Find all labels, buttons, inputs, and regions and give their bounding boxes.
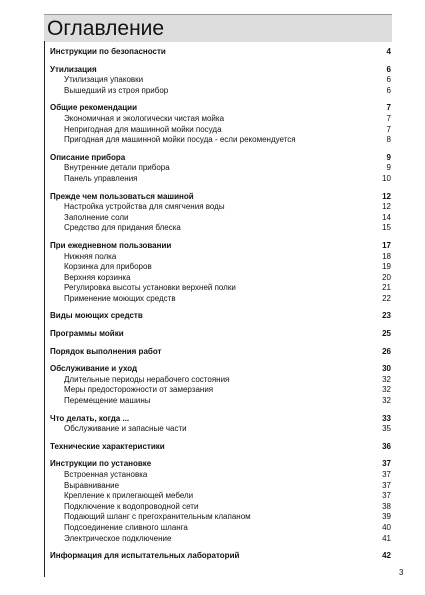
toc-section-heading[interactable] xyxy=(50,241,391,252)
toc-page-number: 12 xyxy=(382,191,391,201)
toc-entry-label: Подающий шланг с прегохранительным клапаном xyxy=(64,512,251,522)
toc-page-number: 6 xyxy=(386,64,391,74)
toc-entry[interactable] xyxy=(50,75,391,86)
toc-section-heading[interactable] xyxy=(50,364,391,375)
toc-entry[interactable] xyxy=(50,385,391,396)
toc-page-number: 38 xyxy=(382,501,391,511)
toc-entry-label: Верхняя корзинка xyxy=(64,272,131,282)
toc-page-number: 36 xyxy=(382,441,391,451)
toc-section-title: Инструкции по безопасности xyxy=(50,47,166,56)
table-of-contents xyxy=(50,47,391,569)
toc-section-heading[interactable] xyxy=(50,329,391,340)
left-rule xyxy=(44,41,45,577)
toc-entry-label: Подсоединение сливного шланга xyxy=(64,522,188,532)
toc-entry-label: Нижняя полка xyxy=(64,251,117,261)
toc-page-number: 35 xyxy=(382,424,391,434)
toc-entry[interactable] xyxy=(50,534,391,545)
toc-page-number: 15 xyxy=(382,223,391,233)
toc-section-title: Обслуживание и уход xyxy=(50,364,138,374)
toc-section xyxy=(50,65,391,97)
toc-page-number: 10 xyxy=(382,173,391,183)
toc-entry-label: Регулировка высоты установки верхней полки xyxy=(64,283,236,293)
toc-section xyxy=(50,414,391,435)
toc-section-title: Общие рекомендации xyxy=(50,103,137,113)
toc-entry[interactable] xyxy=(50,481,391,492)
toc-entry[interactable] xyxy=(50,262,391,273)
toc-entry-label: Непригодная для машинной мойки посуда xyxy=(64,124,222,134)
toc-entry-label: Перемещение машины xyxy=(64,396,151,406)
toc-entry-label: Пригодная для машинной мойки посуда - если рекомендуется xyxy=(64,135,296,145)
toc-section-heading[interactable] xyxy=(50,153,391,164)
toc-entry[interactable] xyxy=(50,273,391,284)
toc-entry[interactable] xyxy=(50,424,391,435)
toc-page-number: 25 xyxy=(382,329,391,339)
toc-section xyxy=(50,329,391,340)
toc-section-heading[interactable] xyxy=(50,311,391,322)
toc-page-number: 17 xyxy=(382,240,391,250)
toc-page-number: 37 xyxy=(382,470,391,479)
toc-entry-label: Внутренние детали прибора xyxy=(64,163,170,173)
toc-entry-label: Встроенная установка xyxy=(64,470,148,479)
toc-section xyxy=(50,364,391,406)
toc-page-number: 41 xyxy=(382,533,391,543)
toc-entry[interactable] xyxy=(50,523,391,534)
toc-entry[interactable] xyxy=(50,223,391,234)
toc-page-number: 9 xyxy=(386,152,391,162)
toc-page-number: 40 xyxy=(382,522,391,532)
toc-entry[interactable] xyxy=(50,283,391,294)
toc-section-title: Технические характеристики xyxy=(50,441,165,451)
toc-entry-label: Электрическое подключение xyxy=(64,533,172,543)
toc-section-heading[interactable] xyxy=(50,192,391,203)
toc-entry-label: Панель управления xyxy=(64,173,138,183)
toc-page-number: 21 xyxy=(382,283,391,293)
toc-page-number: 19 xyxy=(382,262,391,272)
toc-section-title: Что делать, когда ... xyxy=(50,413,130,423)
toc-page-number: 6 xyxy=(386,75,391,85)
toc-section-title: Виды моющих средств xyxy=(50,311,143,321)
toc-section xyxy=(50,47,391,58)
toc-section-heading[interactable] xyxy=(50,65,391,76)
toc-entry[interactable] xyxy=(50,375,391,386)
toc-entry[interactable] xyxy=(50,512,391,523)
toc-entry[interactable] xyxy=(50,213,391,224)
toc-entry-label: Заполнение соли xyxy=(64,212,129,222)
toc-entry[interactable] xyxy=(50,294,391,305)
toc-section-heading[interactable] xyxy=(50,414,391,425)
toc-section-heading[interactable] xyxy=(50,442,391,453)
toc-section-heading[interactable] xyxy=(50,347,391,358)
toc-entry[interactable] xyxy=(50,86,391,97)
toc-page-number: 30 xyxy=(382,364,391,374)
toc-page-number: 32 xyxy=(382,396,391,406)
toc-page-number: 37 xyxy=(382,480,391,490)
page-number: 3 xyxy=(399,568,404,577)
toc-entry[interactable] xyxy=(50,135,391,146)
toc-section xyxy=(50,153,391,185)
toc-page-number: 8 xyxy=(386,135,391,145)
toc-section-title: Утилизация xyxy=(50,64,97,74)
toc-entry-label: Меры предосторожности от замерзания xyxy=(64,385,214,395)
toc-entry-label: Выравнивание xyxy=(64,480,120,490)
toc-section xyxy=(50,241,391,305)
toc-page-number: 37 xyxy=(382,491,391,501)
toc-section-title: Инструкции по установке xyxy=(50,459,152,469)
toc-section-title: Прежде чем пользоваться машиной xyxy=(50,191,194,201)
toc-page-number: 7 xyxy=(386,124,391,134)
toc-section xyxy=(50,551,391,562)
toc-page-number: 37 xyxy=(382,459,391,469)
toc-section-title: Описание прибора xyxy=(50,152,126,162)
toc-entry[interactable] xyxy=(50,491,391,502)
toc-page-number: 26 xyxy=(382,346,391,356)
toc-section-title: Программы мойки xyxy=(50,329,124,339)
toc-section-title: При ежедневном пользовании xyxy=(50,240,172,250)
toc-page-number: 23 xyxy=(382,311,391,321)
toc-section xyxy=(50,442,391,453)
toc-entry-label: Утилизация упаковки xyxy=(64,75,144,85)
toc-entry[interactable] xyxy=(50,396,391,407)
toc-page-number: 18 xyxy=(382,251,391,261)
toc-section-title: Информация для испытательных лабораторий xyxy=(50,551,240,561)
toc-page-number: 42 xyxy=(382,551,391,561)
toc-entry[interactable] xyxy=(50,502,391,513)
toc-section xyxy=(50,192,391,234)
page-title: Оглавление xyxy=(47,17,165,40)
toc-page-number: 32 xyxy=(382,374,391,384)
toc-entry[interactable] xyxy=(50,252,391,263)
toc-entry-label: Настройка устройства для смягчения воды xyxy=(64,202,225,212)
toc-page-number: 6 xyxy=(386,85,391,95)
toc-entry[interactable] xyxy=(50,174,391,185)
toc-page-number: 14 xyxy=(382,212,391,222)
toc-page-number: 32 xyxy=(382,385,391,395)
toc-entry-label: Длительные периоды нерабочего состояния xyxy=(64,374,230,384)
toc-entry-label: Средство для придания блеска xyxy=(64,223,181,233)
toc-page-number: 9 xyxy=(386,163,391,173)
toc-section xyxy=(50,103,391,145)
toc-section-heading[interactable] xyxy=(50,47,391,58)
toc-entry[interactable] xyxy=(50,125,391,136)
toc-entry-label: Корзинка для приборов xyxy=(64,262,152,272)
toc-entry-label: Крепление к прилегающей мебели xyxy=(64,491,194,501)
toc-page-number: 7 xyxy=(386,113,391,123)
toc-page-number: 22 xyxy=(382,293,391,303)
toc-section-heading[interactable] xyxy=(50,103,391,114)
toc-page-number: 12 xyxy=(382,202,391,212)
toc-entry-label: Экономичная и экологически чистая мойка xyxy=(64,113,225,123)
toc-page-number: 33 xyxy=(382,413,391,423)
title-bar xyxy=(44,14,392,42)
toc-page-number: 4 xyxy=(386,47,391,56)
toc-section xyxy=(50,459,391,544)
toc-entry-label: Применение моющих средств xyxy=(64,293,176,303)
toc-section-heading[interactable] xyxy=(50,459,391,470)
toc-section-heading[interactable] xyxy=(50,551,391,562)
toc-entry-label: Вышедший из строя прибор xyxy=(64,85,169,95)
toc-entry[interactable] xyxy=(50,202,391,213)
toc-page-number: 20 xyxy=(382,272,391,282)
toc-section xyxy=(50,347,391,358)
toc-entry[interactable] xyxy=(50,470,391,481)
toc-entry-label: Обслуживание и запасные части xyxy=(64,424,187,434)
toc-section-title: Порядок выполнения работ xyxy=(50,346,162,356)
toc-section xyxy=(50,311,391,322)
toc-entry[interactable] xyxy=(50,114,391,125)
toc-entry[interactable] xyxy=(50,163,391,174)
toc-page-number: 7 xyxy=(386,103,391,113)
toc-page-number: 39 xyxy=(382,512,391,522)
toc-entry-label: Подключение к водопроводной сети xyxy=(64,501,199,511)
